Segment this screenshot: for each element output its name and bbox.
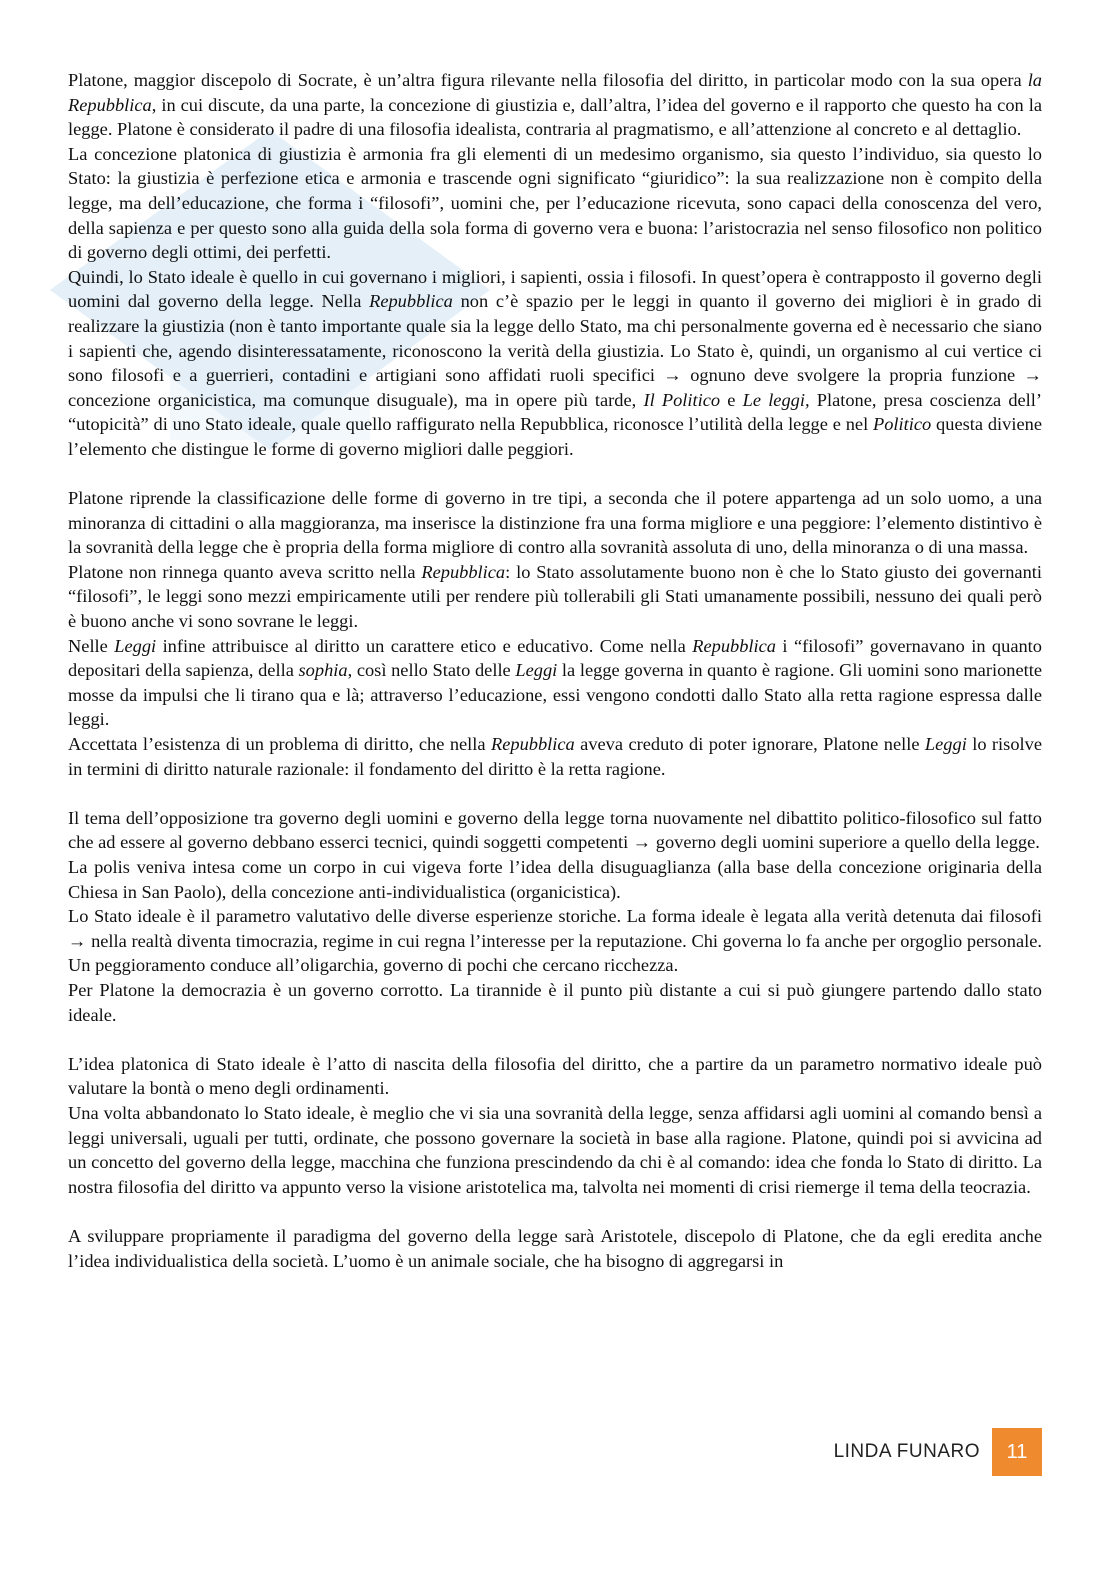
paragraph <box>68 855 1042 904</box>
paragraph-spacer <box>68 781 1042 806</box>
paragraph <box>68 904 1042 978</box>
paragraph <box>68 1052 1042 1101</box>
text-run: aveva creduto di poter ignorare, Platone nelle <box>574 734 925 755</box>
text-run: Lo Stato ideale è il parametro valutativo delle diverse esperienze storiche. La forma ideale è legata alla verità detenuta dai filosofi → nella realtà diventa timocrazia, regime in cui regna l’interesse per la reputazione. Chi governa lo fa anche per orgoglio personale. Un peggioramento conduce all’oligarchia, governo di pochi che cercano ricchezza. <box>68 906 1042 976</box>
paragraph <box>68 68 1042 142</box>
paragraph <box>68 978 1042 1027</box>
page-footer <box>834 1428 1042 1476</box>
italic-title: Politico <box>873 414 932 435</box>
text-run: Accettata l’esistenza di un problema di diritto, che nella <box>68 734 491 755</box>
text-run: , in cui discute, da una parte, la concezione di giustizia e, dall’altra, l’idea del governo e il rapporto che questo ha con la legge. Platone è considerato il padre di una filosofia idealista, contraria al pragmatismo, e all’attenzione al concreto e al dettaglio. <box>68 94 1042 140</box>
paragraph <box>68 732 1042 781</box>
italic-title: Repubblica <box>369 291 453 312</box>
footer-author: LINDA FUNARO <box>833 1441 980 1462</box>
text-run: L’idea platonica di Stato ideale è l’atto di nascita della filosofia del diritto, che a partire da un parametro normativo ideale può valutare la bontà o meno degli ordinamenti. <box>68 1053 1042 1099</box>
paragraph <box>68 1101 1042 1199</box>
paragraph <box>68 560 1042 634</box>
text-run: Platone non rinnega quanto aveva scritto nella <box>68 561 422 582</box>
page-number-badge: 11 <box>992 1428 1042 1476</box>
italic-title: Leggi <box>515 660 558 681</box>
text-run: La concezione platonica di giustizia è armonia fra gli elementi di un medesimo organismo, sia questo l’individuo, sia questo lo Stato: la giustizia è perfezione etica e armonia e trascende ogni significato “giuridico”: la sua realizzazione non è compito della legge, ma dell’educazione, che forma i “filosofi”, uomini che, per l’educazione ricevuta, sono capaci della conoscenza del vero, della sapienza e per questo sono alla guida della sola forma di governo vera e buona: l’aristocrazia nel senso filosofico non politico di governo degli ottimi, dei perfetti. <box>68 143 1042 263</box>
text-run: questa diviene l’elemento che distingue le forme di governo migliori dalle peggiori. <box>68 414 1042 459</box>
paragraph <box>68 142 1042 265</box>
italic-title: Le leggi, <box>742 389 810 410</box>
text-run: Quindi, lo Stato ideale è quello in cui governano i migliori, i sapienti, ossia i filosofi. In quest’opera è contrapposto il governo degli uomini dal governo della legge. Nella <box>68 266 1042 312</box>
text-run: , così nello Stato delle <box>347 660 516 681</box>
text-run: i “filosofi” governavano in quanto depositari della sapienza, della <box>68 635 1042 681</box>
italic-title: Repubblica <box>490 734 575 755</box>
paragraph-spacer <box>68 462 1042 487</box>
text-run: La polis veniva intesa come un corpo in cui vigeva forte l’idea della disuguaglianza (alla base della concezione originaria della Chiesa in San Paolo), della concezione anti-individualistica (organicistica). <box>68 857 1042 902</box>
italic-title: Repubblica <box>692 635 776 656</box>
text-run: non c’è spazio per le leggi in quanto il governo dei migliori è in grado di realizzare la giustizia (non è tanto importante quale sia la legge dello Stato, ma chi personalmente governa ed è necessario che siano i sapienti che, agendo disinteressatamente, riconoscono la verità della giustizia. Lo Stato è, quindi, un organismo al cui vertice ci sono filosofi e a guerrieri, contadini e artigiani sono affidati ruoli specifici → ognuno deve svolgere la propria funzione → concezione organicistica, ma comunque disuguale), ma in opere più tarde, <box>68 291 1042 410</box>
document-body <box>68 68 1042 1273</box>
italic-title: sophia <box>298 660 348 681</box>
text-run: Platone, maggior discepolo di Socrate, è un’altra figura rilevante nella filosofia del diritto, in particolar modo con la sua opera <box>68 70 1028 90</box>
text-run: A sviluppare propriamente il paradigma del governo della legge sarà Aristotele, discepolo di Platone, che da egli eredita anche l’idea individualistica della società. L’uomo è un animale sociale, che ha bisogno di aggregarsi in <box>68 1225 1042 1271</box>
text-run: e <box>720 389 743 410</box>
text-run: Il tema dell’opposizione tra governo degli uomini e governo della legge torna nuovamente nel dibattito politico-filosofico sul fatto che ad essere al governo debbano esserci tecnici, quindi soggetti competenti → governo degli uomini superiore a quello della legge. <box>68 807 1042 853</box>
italic-title: Leggi <box>924 734 967 755</box>
text-run: lo risolve in termini di diritto naturale razionale: il fondamento del diritto è la retta ragione. <box>68 734 1042 779</box>
text-run: Una volta abbandonato lo Stato ideale, è meglio che vi sia una sovranità della legge, senza affidarsi agli uomini al comando bensì a leggi universali, uguali per tutti, ordinate, che possono governare la società in base alla ragione. Platone, quindi poi si avvicina ad un concetto del governo della legge, macchina che funziona prescindendo da chi è al comando: idea che fonda lo Stato di diritto. La nostra filosofia del diritto va appunto verso la visione aristotelica ma, talvolta nei momenti di crisi riemerge il tema della teocrazia. <box>68 1102 1042 1197</box>
text-run: Platone riprende la classificazione delle forme di governo in tre tipi, a seconda che il potere appartenga ad un solo uomo, a una minoranza di cittadini o alla maggioranza, ma inserisce la distinzione fra una forma migliore e una peggiore: l’elemento distintivo è la sovranità della legge che è propria della forma migliore di contro alla sovranità assoluta di uno, della minoranza o di una massa. <box>68 488 1042 558</box>
text-run: : lo Stato assolutamente buono non è che lo Stato giusto dei governanti “filosofi”, le leggi sono mezzi empiricamente utili per rendere più tollerabili gli Stati umanamente possibili, nessuno dei quali però è buono anche vi sono sovrane le leggi. <box>68 561 1042 632</box>
italic-title: Repubblica <box>421 561 506 582</box>
paragraph <box>68 1224 1042 1273</box>
text-run: Platone, presa coscienza dell’ “utopicità” di uno Stato ideale, quale quello raffigurato nella Repubblica, riconosce l’utilità della legge e nel <box>68 389 1043 435</box>
italic-title: Il Politico <box>643 389 721 410</box>
paragraph-spacer <box>68 1199 1042 1224</box>
text-run: Per Platone la democrazia è un governo corrotto. La tirannide è il punto più distante a cui si può giungere partendo dallo stato ideale. <box>68 979 1042 1025</box>
text-run: la legge governa in quanto è ragione. Gli uomini sono marionette mosse da impulsi che li tirano qua e là; attraverso l’educazione, essi vengono condotti dallo Stato alla retta ragione espressa dalle leggi. <box>68 660 1043 730</box>
paragraph <box>68 265 1042 462</box>
paragraph <box>68 634 1042 732</box>
italic-title: la Repubblica <box>68 70 1042 115</box>
text-run: Nelle <box>68 635 115 656</box>
text-run: infine attribuisce al diritto un carattere etico e educativo. Come nella <box>156 635 693 656</box>
paragraph <box>68 806 1042 855</box>
italic-title: Leggi <box>114 635 157 656</box>
paragraph <box>68 486 1042 560</box>
paragraph-spacer <box>68 1027 1042 1052</box>
